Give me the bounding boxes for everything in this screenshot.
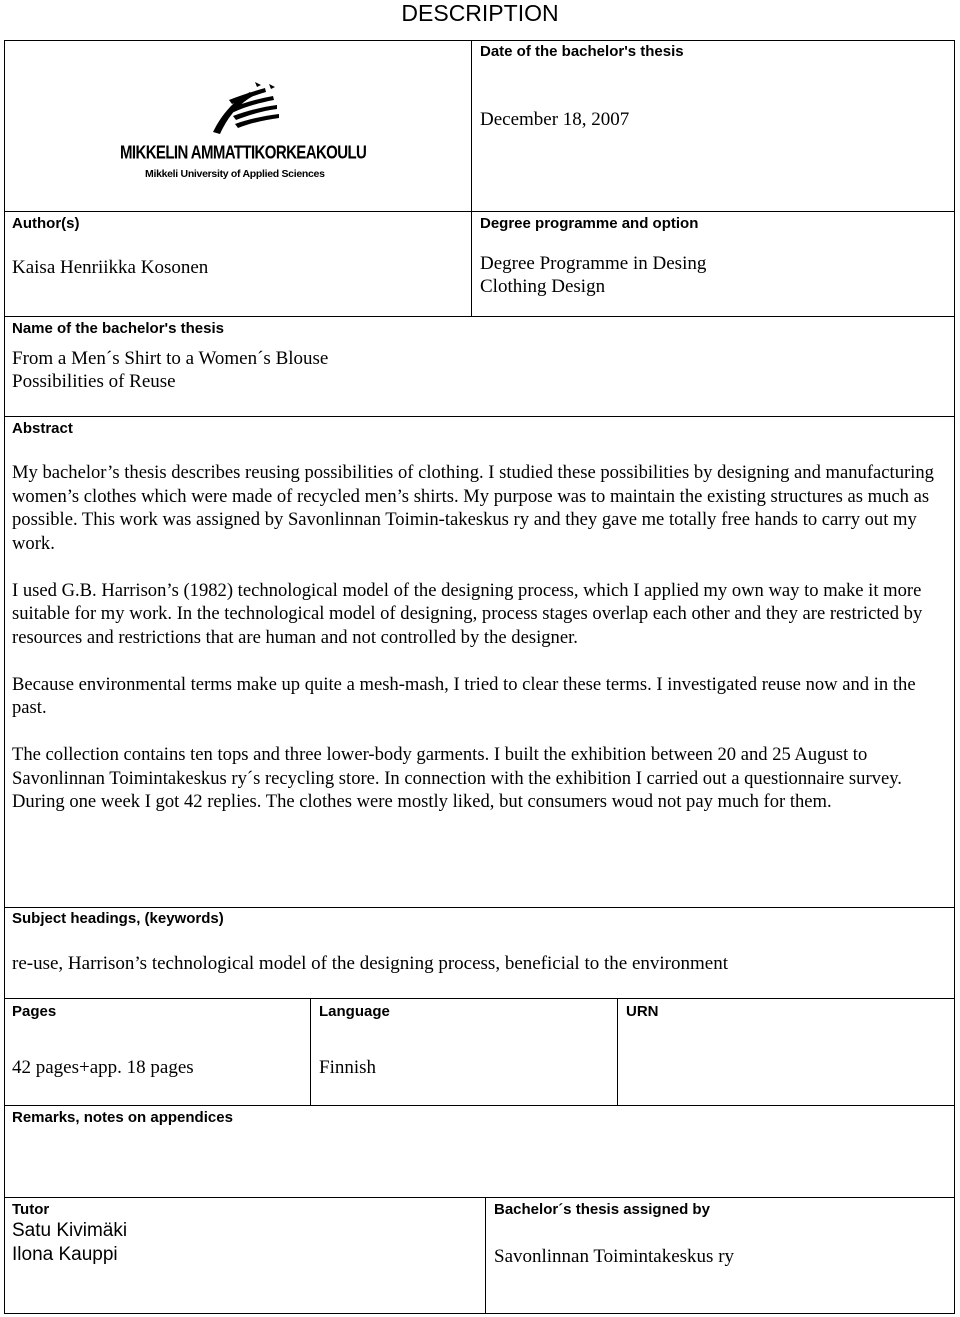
language-value: Finnish bbox=[319, 1057, 377, 1078]
urn-label: URN bbox=[626, 1003, 659, 1020]
page-title: DESCRIPTION bbox=[401, 0, 559, 26]
tutor-label: Tutor bbox=[12, 1201, 50, 1218]
author-value: Kaisa Henriikka Kosonen bbox=[12, 257, 209, 278]
tutor-name: Satu Kivimäki bbox=[12, 1220, 128, 1241]
logo-emblem-icon bbox=[195, 82, 295, 137]
divider bbox=[471, 40, 472, 317]
language-label: Language bbox=[319, 1003, 390, 1020]
thesis-name-line2: Possibilities of Reuse bbox=[12, 371, 176, 392]
date-value: December 18, 2007 bbox=[480, 109, 630, 130]
degree-line1: Degree Programme in Desing bbox=[480, 253, 707, 274]
divider bbox=[485, 1197, 486, 1314]
degree-line2: Clothing Design bbox=[480, 276, 606, 297]
remarks-label: Remarks, notes on appendices bbox=[12, 1109, 233, 1126]
date-label: Date of the bachelor's thesis bbox=[480, 43, 684, 60]
author-label: Author(s) bbox=[12, 215, 80, 232]
logo-name-fi: MIKKELIN AMMATTIKORKEAKOULU bbox=[120, 142, 367, 164]
tutor-name: Ilona Kauppi bbox=[12, 1244, 118, 1265]
keywords-label: Subject headings, (keywords) bbox=[12, 910, 224, 927]
divider bbox=[4, 907, 955, 908]
abstract-label: Abstract bbox=[12, 420, 73, 437]
abstract-paragraph: My bachelor’s thesis describes reusing possibilities of clothing. I studied these possibilities by designing and manufacturing women’s clothes which were made of recycled men’s shirts. My purpose was to maintain the existing structures as much as possible. This work was assigned by Savonlinnan Toimin-takeskus ry and they gave me totally free hands to carry out my work. bbox=[12, 462, 934, 554]
abstract-paragraph: I used G.B. Harrison’s (1982) technological model of the designing process, which I applied my own way to make it more suitable for my work. In the technological model of designing, process stages overlap each other and they are restricted by resources and restrictions that are human and not controlled by the designer. bbox=[12, 579, 923, 648]
assigned-by-value: Savonlinnan Toimintakeskus ry bbox=[494, 1246, 735, 1267]
abstract-paragraph: Because environmental terms make up quite a mesh-mash, I tried to clear these terms. I investigated reuse now and in the past. bbox=[12, 673, 916, 718]
keywords-value: re-use, Harrison’s technological model of the designing process, beneficial to the environment bbox=[12, 953, 728, 974]
abstract-paragraph: The collection contains ten tops and three lower-body garments. I built the exhibition between 20 and 25 August to Savonlinnan Toimintakeskus ry´s recycling store. In connection with the exhibition I carried out a questionnaire survey. During one week I got 42 replies. The clothes were mostly liked, but consumers woud not pay much for them. bbox=[12, 744, 902, 812]
abstract-body bbox=[12, 461, 944, 837]
logo-name-en: Mikkeli University of Applied Sciences bbox=[145, 168, 325, 180]
assigned-by-label: Bachelor´s thesis assigned by bbox=[494, 1201, 710, 1218]
thesis-name-line1: From a Men´s Shirt to a Women´s Blouse bbox=[12, 348, 329, 369]
divider bbox=[4, 211, 955, 212]
divider bbox=[4, 416, 955, 417]
divider bbox=[4, 316, 955, 317]
pages-label: Pages bbox=[12, 1003, 57, 1020]
degree-label: Degree programme and option bbox=[480, 215, 699, 232]
divider bbox=[4, 1105, 955, 1106]
divider bbox=[4, 1197, 955, 1198]
pages-value: 42 pages+app. 18 pages bbox=[12, 1057, 194, 1078]
divider bbox=[310, 998, 311, 1105]
divider bbox=[617, 998, 618, 1105]
thesis-name-label: Name of the bachelor's thesis bbox=[12, 320, 224, 337]
university-logo bbox=[115, 82, 365, 187]
divider bbox=[4, 998, 955, 999]
